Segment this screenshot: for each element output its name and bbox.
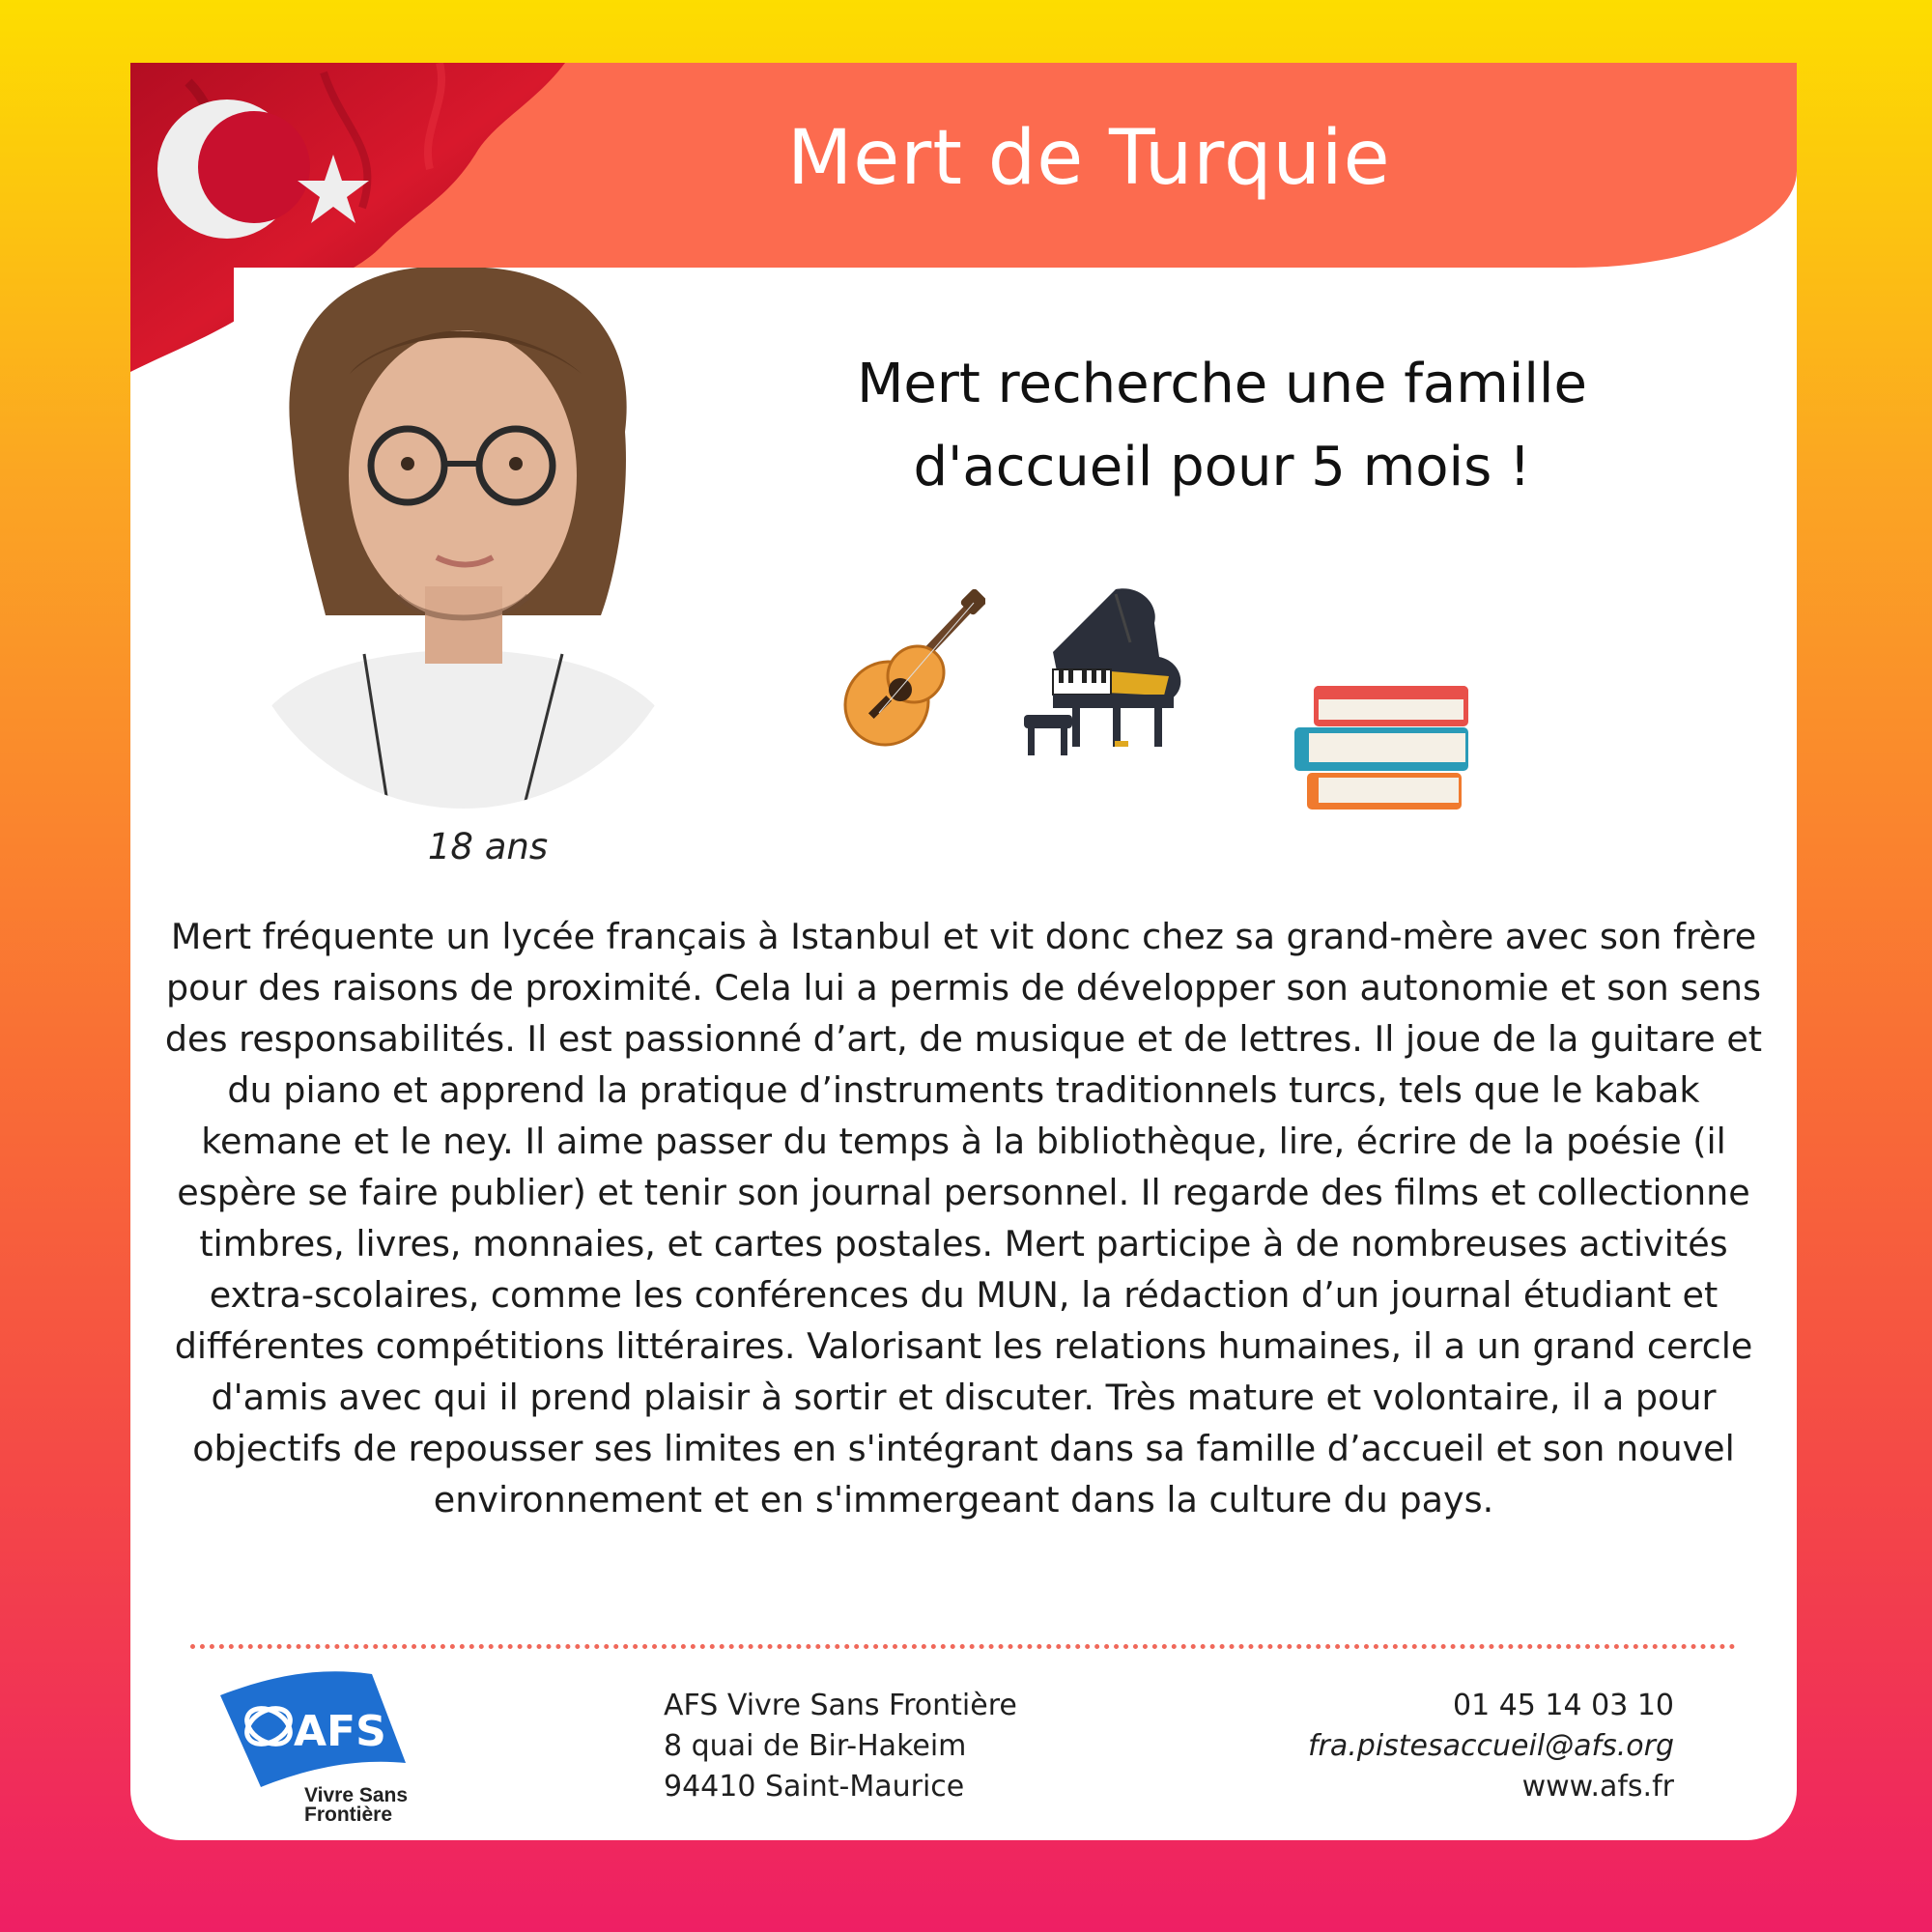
address-line-3: 94410 Saint-Maurice [664,1770,965,1804]
headline-line-2: d'accueil pour 5 mois ! [913,436,1531,498]
page-title: Mert de Turquie [787,115,1391,202]
afs-logo-sub1: Vivre Sans [304,1784,409,1806]
books-icon [1290,681,1478,821]
guitar-icon [831,589,985,758]
piano-icon [1024,584,1193,758]
phone-number: 01 45 14 03 10 [1452,1689,1674,1722]
footer-divider [190,1644,1736,1649]
contact-info [1308,1686,1674,1807]
address-line-1: AFS Vivre Sans Frontière [664,1689,1017,1722]
description-text: Mert fréquente un lycée français à Istanbul et vit donc chez sa grand-mère avec son frère pour des raisons de proximité. Cela lui a permis de développer son autonomie et son sens des responsabilités. Il est passionné d’art, de musique et de lettres. Il joue de la guitare et du piano et apprend la pratique d’instruments traditionnels turcs, tels que le kabak kemane et le ney. Il aime passer du temps à la bibliothèque, lire, écrire de la poésie (il espère se faire publier) et tenir son journal personnel. Il regarde des films et collectionne timbres, livres, monnaies, et cartes postales. Mert participe à de nombreuses activités extra-scolaires, comme les conférences du MUN, la rédaction d’un journal étudiant et différentes compétitions littéraires. Valorisant les relations humaines, il a un grand cercle d'amis avec qui il prend plaisir à sortir et discuter. Très mature et volontaire, il a pour objectifs de repousser ses limites en s'intégrant dans sa famille d’accueil et son nouvel environnement et en s'immergeant dans la culture du pays. [164,916,1763,1520]
email-link[interactable]: fra.pistesaccueil@afs.org [1307,1729,1674,1763]
postal-address [664,1686,1017,1807]
website-link[interactable]: www.afs.fr [1521,1770,1674,1804]
portrait-photo [234,268,693,809]
age-label: 18 ans [427,826,549,867]
afs-logo-sub2: Frontière [304,1804,393,1826]
headline [739,343,1705,509]
address-line-2: 8 quai de Bir-Hakeim [664,1729,967,1763]
headline-line-1: Mert recherche une famille [857,353,1587,415]
profile-card [130,63,1797,1840]
afs-logo-text: AFS [294,1707,386,1756]
afs-logo [213,1666,415,1835]
